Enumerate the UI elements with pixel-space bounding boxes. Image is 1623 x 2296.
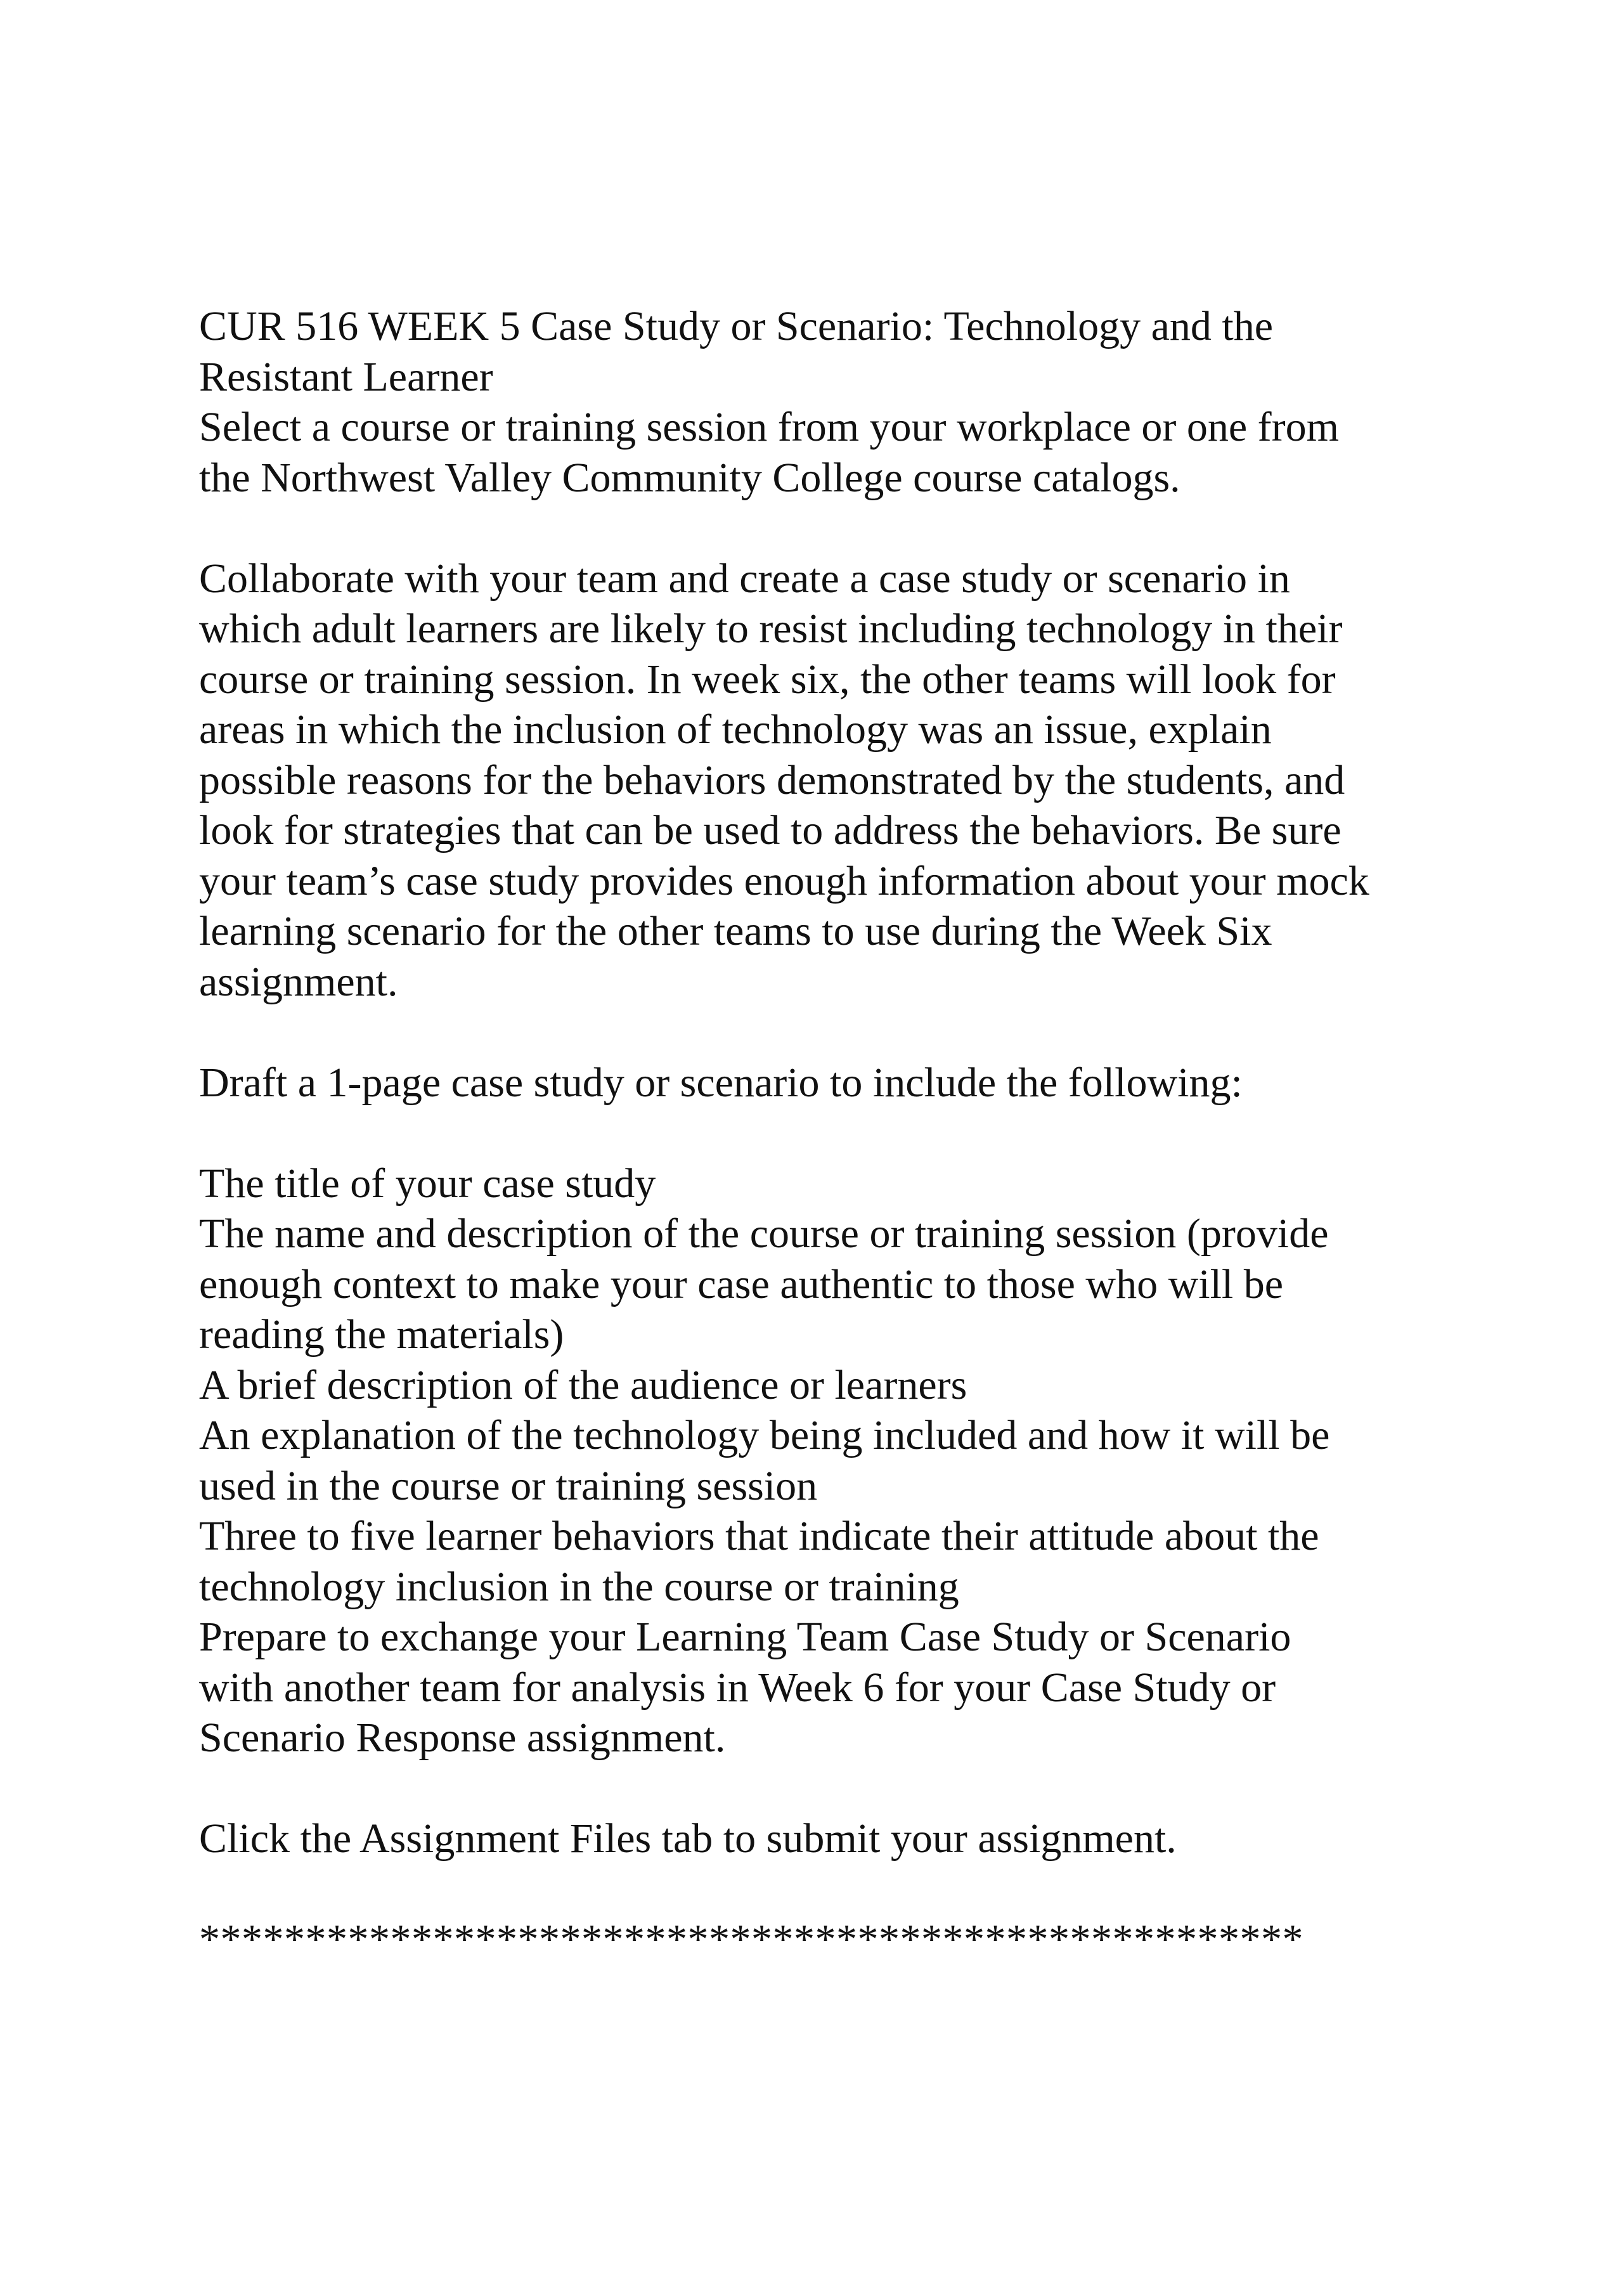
submit-paragraph bbox=[199, 1813, 1467, 1864]
paragraph-spacer bbox=[199, 503, 1467, 554]
requirement-line: The name and description of the course or training session (provide bbox=[199, 1210, 1329, 1257]
requirement-line: enough context to make your case authentic to those who will be bbox=[199, 1261, 1284, 1307]
collaborate-line: your team’s case study provides enough information about your mock bbox=[199, 857, 1369, 904]
title-line: Resistant Learner bbox=[199, 353, 493, 400]
title-line: CUR 516 WEEK 5 Case Study or Scenario: Technology and the bbox=[199, 303, 1274, 349]
paragraph-spacer bbox=[199, 1007, 1467, 1058]
requirement-line: used in the course or training session bbox=[199, 1462, 818, 1509]
requirement-line: Scenario Response assignment. bbox=[199, 1715, 726, 1761]
document-title bbox=[199, 301, 1467, 402]
collaborate-line: assignment. bbox=[199, 958, 398, 1005]
collaborate-paragraph bbox=[199, 554, 1467, 1008]
requirement-line: Prepare to exchange your Learning Team Case Study or Scenario bbox=[199, 1614, 1291, 1660]
requirement-line: reading the materials) bbox=[199, 1311, 564, 1358]
collaborate-line: areas in which the inclusion of technology was an issue, explain bbox=[199, 706, 1272, 753]
separator-line bbox=[199, 1914, 1467, 1965]
asterisk-separator: **************************************************** bbox=[199, 1916, 1303, 1962]
paragraph-spacer bbox=[199, 1763, 1467, 1814]
requirement-line: An explanation of the technology being included and how it will be bbox=[199, 1412, 1330, 1458]
requirement-line: A brief description of the audience or learners bbox=[199, 1361, 967, 1408]
submit-line: Click the Assignment Files tab to submit your assignment. bbox=[199, 1815, 1177, 1862]
collaborate-line: learning scenario for the other teams to use during the Week Six bbox=[199, 908, 1272, 954]
collaborate-line: course or training session. In week six, the other teams will look for bbox=[199, 656, 1336, 703]
intro-paragraph bbox=[199, 402, 1467, 503]
requirement-line: Three to five learner behaviors that indicate their attitude about the bbox=[199, 1513, 1319, 1559]
requirement-line: with another team for analysis in Week 6 for your Case Study or bbox=[199, 1664, 1276, 1711]
requirements-list bbox=[199, 1158, 1467, 1763]
requirement-line: technology inclusion in the course or training bbox=[199, 1563, 959, 1610]
collaborate-line: Collaborate with your team and create a case study or scenario in bbox=[199, 555, 1290, 602]
intro-line: the Northwest Valley Community College course catalogs. bbox=[199, 454, 1180, 501]
requirement-line: The title of your case study bbox=[199, 1160, 656, 1207]
collaborate-line: look for strategies that can be used to address the behaviors. Be sure bbox=[199, 807, 1342, 853]
draft-line: Draft a 1-page case study or scenario to include the following: bbox=[199, 1059, 1243, 1106]
intro-line: Select a course or training session from your workplace or one from bbox=[199, 404, 1339, 450]
document-body bbox=[199, 301, 1467, 1965]
draft-paragraph bbox=[199, 1058, 1467, 1108]
paragraph-spacer bbox=[199, 1864, 1467, 1915]
collaborate-line: possible reasons for the behaviors demonstrated by the students, and bbox=[199, 756, 1345, 803]
paragraph-spacer bbox=[199, 1108, 1467, 1158]
collaborate-line: which adult learners are likely to resist including technology in their bbox=[199, 606, 1343, 652]
